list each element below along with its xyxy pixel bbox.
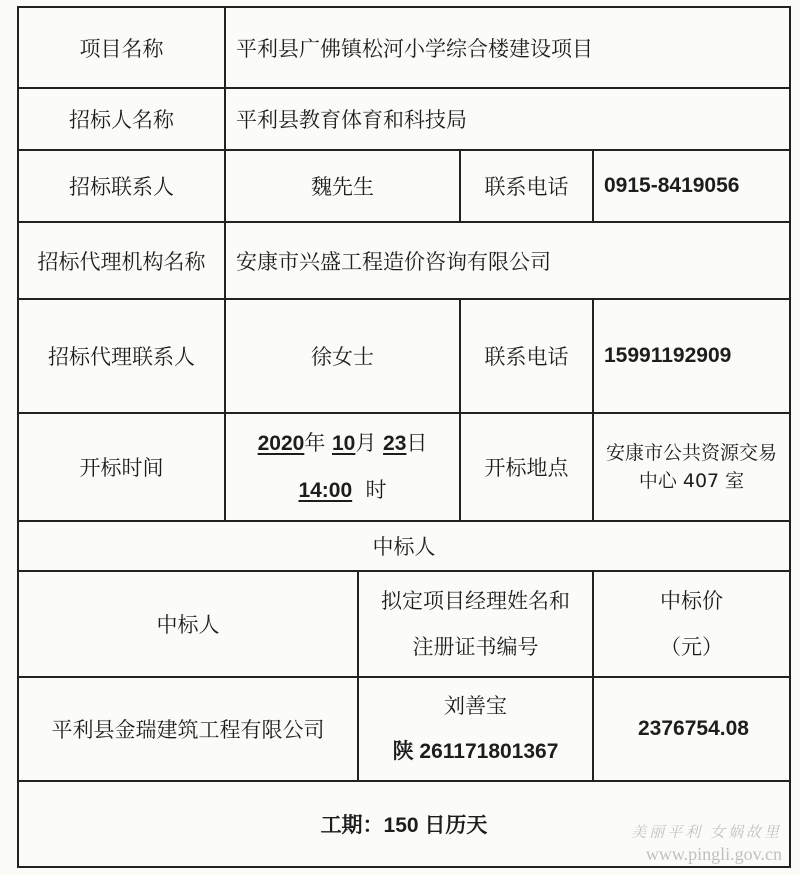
manager-cert: 陕 261171801367 — [392, 740, 559, 763]
tender-phone-value: 0915-8419056 — [592, 151, 789, 221]
opening-year: 2020 — [257, 432, 305, 455]
project-name-label: 项目名称 — [79, 36, 164, 61]
tenderer-value: 平利县教育体育和科技局 — [224, 89, 789, 149]
manager-header-line1: 拟定项目经理姓名和 — [381, 589, 570, 613]
row-opening — [19, 414, 789, 522]
opening-place-label: 开标地点 — [459, 414, 592, 520]
agency-contact-value: 徐女士 — [224, 300, 459, 412]
manager-info — [357, 678, 592, 780]
duration-text: 工期：150 日历天 — [320, 814, 488, 837]
row-winner — [19, 678, 789, 782]
winner-company: 平利县金瑞建筑工程有限公司 — [51, 718, 325, 742]
agency-contact-label: 招标代理联系人 — [48, 345, 195, 369]
price-header — [592, 572, 789, 676]
opening-month: 10 — [332, 432, 356, 455]
tender-phone-label: 联系电话 — [459, 151, 592, 221]
manager-header — [357, 572, 592, 676]
row-agency — [19, 223, 789, 300]
agency-label: 招标代理机构名称 — [37, 249, 206, 274]
watermark-slogan: 美丽平利 女娲故里 — [631, 825, 782, 841]
day-unit: 日 — [406, 431, 428, 455]
row-tender-contact — [19, 151, 789, 223]
opening-day: 23 — [383, 432, 407, 455]
opening-date — [258, 420, 428, 467]
winner-header-label: 中标人 — [156, 613, 220, 637]
time-unit: 时 — [365, 478, 387, 502]
month-unit: 月 — [355, 431, 377, 455]
row-winner-title — [19, 522, 789, 572]
tender-contact-value: 魏先生 — [224, 151, 459, 221]
manager-name: 刘善宝 — [444, 694, 507, 718]
bid-result-table — [17, 6, 791, 868]
opening-hour — [298, 467, 386, 514]
price-header-line1: 中标价 — [660, 589, 723, 613]
agency-phone-label: 联系电话 — [459, 300, 592, 412]
project-name-value: 平利县广佛镇松河小学综合楼建设项目 — [224, 8, 789, 87]
row-tenderer — [19, 89, 789, 151]
winner-section-title: 中标人 — [372, 535, 436, 559]
opening-place-line2: 中心 407 室 — [638, 470, 745, 492]
opening-clock: 14:00 — [298, 479, 353, 502]
winning-price: 2376754.08 — [592, 678, 789, 780]
manager-header-line2: 注册证书编号 — [412, 635, 539, 659]
row-project-name — [19, 8, 789, 89]
agency-value: 安康市兴盛工程造价咨询有限公司 — [224, 223, 789, 298]
row-winner-header — [19, 572, 789, 678]
year-unit: 年 — [304, 431, 326, 455]
opening-time-value — [224, 414, 459, 520]
price-header-line2: （元） — [660, 635, 723, 659]
opening-place-value — [592, 414, 789, 520]
row-agency-contact — [19, 300, 789, 414]
tenderer-label: 招标人名称 — [69, 108, 174, 132]
opening-time-label: 开标时间 — [79, 456, 164, 480]
tender-contact-label: 招标联系人 — [69, 175, 174, 199]
agency-phone-value: 15991192909 — [592, 300, 789, 412]
opening-place-line1: 安康市公共资源交易 — [605, 442, 777, 464]
watermark-url: www.pingli.gov.cn — [645, 844, 782, 864]
site-watermark — [631, 821, 782, 865]
